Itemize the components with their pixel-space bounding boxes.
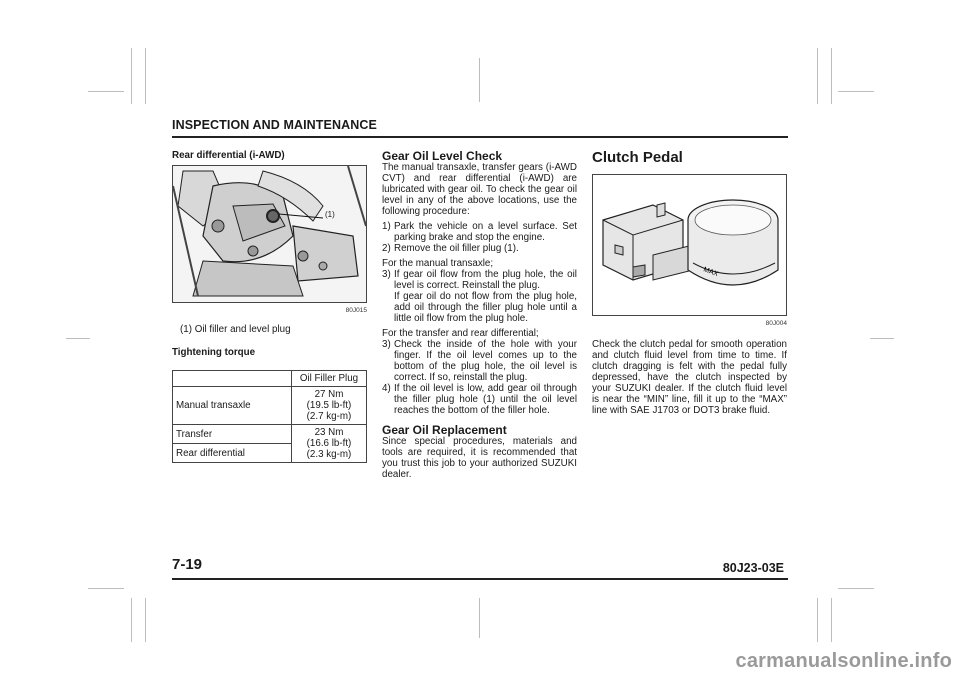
table-row-label: Manual transaxle (173, 387, 292, 425)
crop-mark (817, 598, 818, 642)
clutch-pedal-text: Check the clutch pedal for smooth operation and clutch fluid level from time to time. If clutch dragging is felt with the pedal fully depressed, have the clutch inspected by your SUZUKI dealer. If the clutch fluid level is near the “MIN” line, fill it up to the “MAX” line with SAE J1703 or DOT3 brake fluid. (592, 339, 787, 416)
crop-mark (88, 588, 124, 589)
table-column-header: Oil Filler Plug (292, 371, 367, 387)
table-cell-empty (173, 371, 292, 387)
step-text: If the oil level is low, add gear oil through the filler plug hole (1) until the oil level reaches the bottom of the filler hole. (394, 383, 577, 416)
step-text: Check the inside of the hole with your finger. If the oil level comes up to the bottom of the plug hole, the oil level is correct. If so, reinstall the plug. (394, 339, 577, 383)
table-row (173, 425, 367, 444)
step-number: 4) (382, 383, 391, 394)
table-value (292, 387, 367, 425)
table-value (292, 425, 367, 463)
clutch-pedal-heading: Clutch Pedal (592, 149, 683, 166)
column-rear-differential (172, 150, 367, 463)
table-row (173, 387, 367, 425)
crop-mark (145, 598, 146, 642)
step-text (394, 269, 577, 324)
torque-table (172, 370, 367, 463)
crop-mark (131, 48, 132, 104)
crop-mark (870, 338, 894, 339)
max-label: MAX (702, 266, 719, 279)
step-text: Park the vehicle on a level surface. Set parking brake and stop the engine. (394, 221, 577, 243)
page-header: INSPECTION AND MAINTENANCE (172, 118, 377, 132)
crop-mark (131, 598, 132, 642)
table-row-label: Rear differential (173, 444, 292, 463)
procedure-step (382, 339, 577, 383)
gear-oil-replacement-text: Since special procedures, materials and tools are required, it is recommended that you trust this job to your authorized SUZUKI dealer. (382, 436, 577, 480)
gear-oil-replacement-heading: Gear Oil Replacement (382, 423, 507, 437)
manual-transaxle-label: For the manual transaxle; (382, 258, 494, 269)
figure-callout: (1) (325, 210, 335, 219)
torque-lbft: (19.5 lb-ft) (306, 400, 352, 411)
crop-mark (831, 48, 832, 104)
page-number: 7-19 (172, 556, 203, 573)
torque-lbft: (16.6 lb-ft) (306, 438, 352, 449)
procedure-step (382, 269, 577, 324)
gear-oil-intro: The manual transaxle, transfer gears (i-AWD CVT) and rear differential (i-AWD) are lubricated with gear oil. To check the gear oil level in any of the above locations, use the following procedure: (382, 162, 577, 217)
procedure-step (382, 383, 577, 416)
footer-rule (172, 578, 788, 580)
crop-mark (479, 598, 480, 638)
clutch-reservoir-figure (592, 174, 787, 316)
table-header-row (173, 371, 367, 387)
crop-mark (817, 48, 818, 104)
transfer-label: For the transfer and rear differential; (382, 328, 539, 339)
torque-nm: 23 Nm (314, 427, 344, 438)
procedure-step (382, 221, 577, 243)
crop-mark (831, 598, 832, 642)
torque-kgm: (2.3 kg-m) (306, 449, 352, 460)
document-code: 80J23-03E (722, 561, 784, 575)
rear-differential-figure (172, 165, 367, 303)
step-number: 3) (382, 339, 391, 350)
column-gear-oil (382, 150, 577, 480)
step-text-a: If gear oil flow from the plug hole, the oil level is correct. Reinstall the plug. (394, 269, 577, 291)
figure-code: 80J004 (765, 320, 787, 327)
crop-mark (838, 91, 874, 92)
header-rule (172, 136, 788, 138)
step-text: Remove the oil filler plug (1). (394, 243, 519, 254)
step-number: 2) (382, 243, 391, 254)
procedure-step (382, 243, 577, 254)
clutch-reservoir-illustration (593, 175, 786, 315)
step-number: 1) (382, 221, 391, 232)
crop-mark (838, 588, 874, 589)
section-label: Rear differential (i-AWD) (172, 150, 285, 161)
torque-nm: 27 Nm (314, 389, 344, 400)
table-row-label: Transfer (173, 425, 292, 444)
torque-title: Tightening torque (172, 347, 256, 358)
step-text-b: If gear oil do not flow from the plug hole, add oil through the filler plug hole until a little oil flow from the plug hole. (394, 291, 577, 324)
watermark: carmanualsonline.info (735, 650, 952, 672)
step-number: 3) (382, 269, 391, 280)
crop-mark (479, 58, 480, 102)
crop-mark (66, 338, 90, 339)
rear-differential-illustration (173, 166, 366, 302)
crop-mark (88, 91, 124, 92)
torque-kgm: (2.7 kg-m) (306, 411, 352, 422)
figure-caption: (1) Oil filler and level plug (180, 324, 291, 335)
column-clutch-pedal (592, 150, 787, 416)
figure-code: 80J015 (345, 307, 367, 314)
gear-oil-level-heading: Gear Oil Level Check (382, 149, 503, 163)
crop-mark (145, 48, 146, 104)
